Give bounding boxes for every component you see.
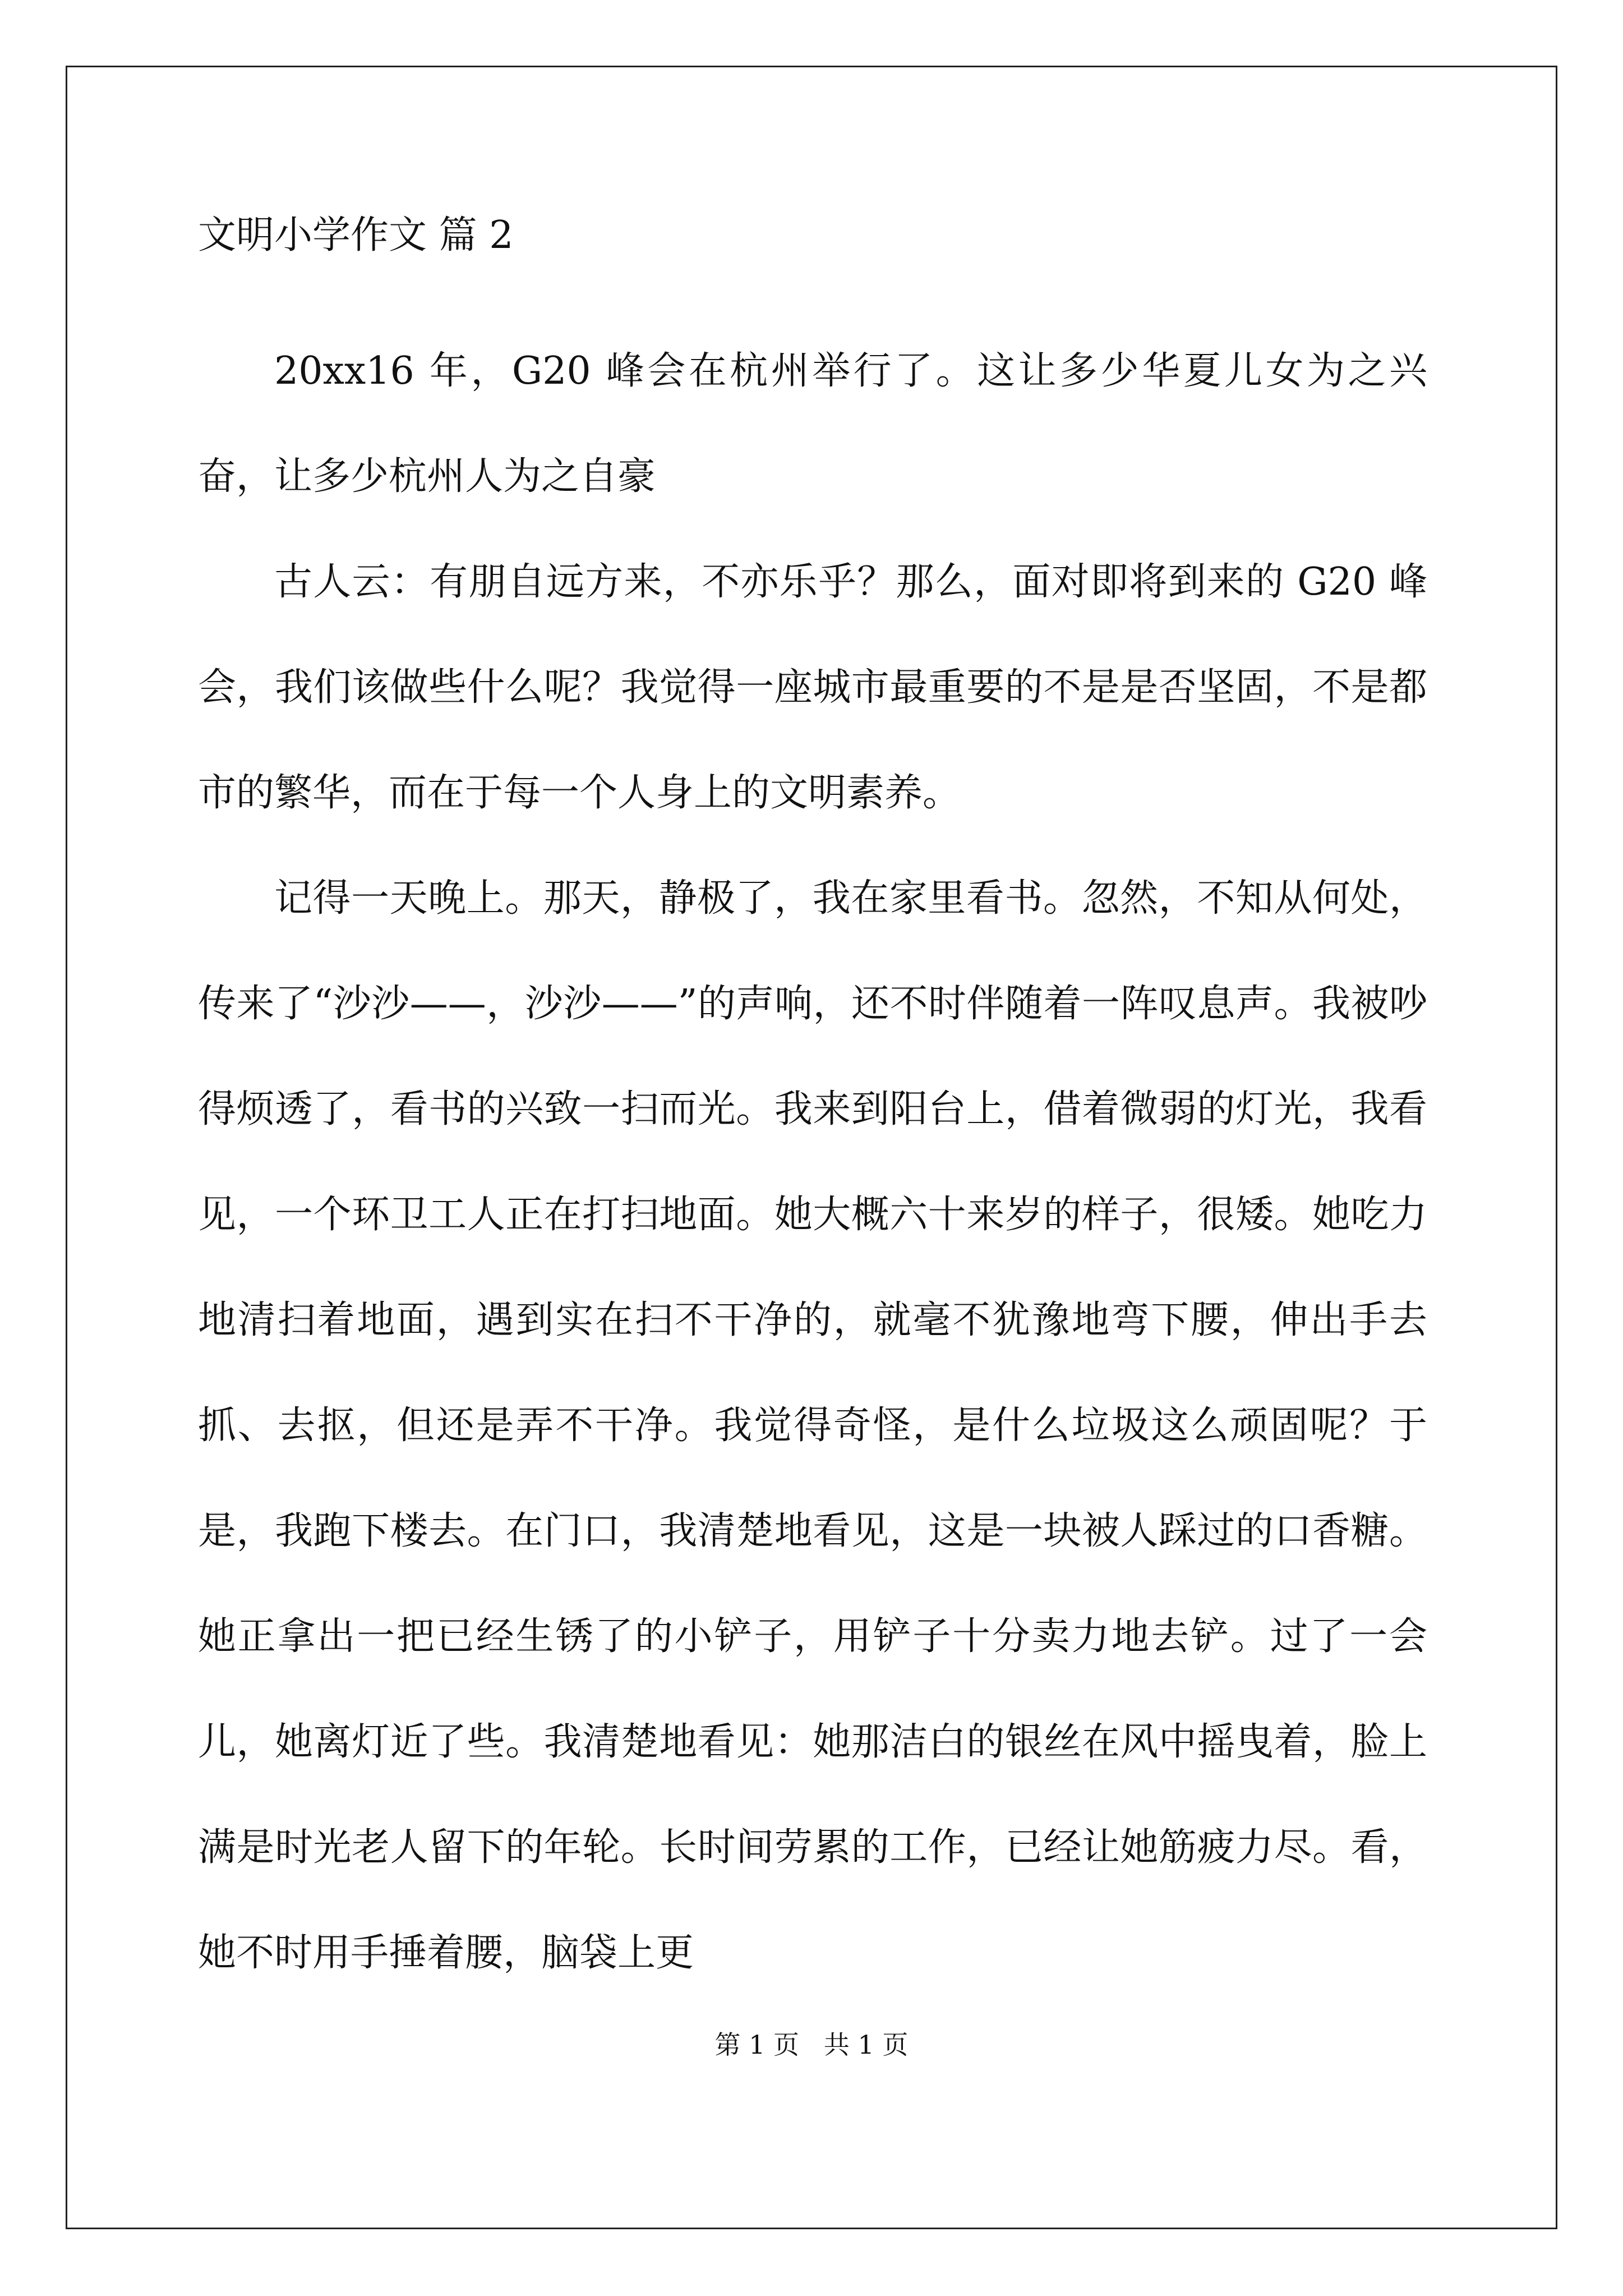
page-number-footer: 第 1 页 共 1 页 <box>714 2030 909 2060</box>
paragraph-2: 古人云：有朋自远方来，不亦乐乎？那么，面对即将到来的 G20 峰会，我们该做些什么呢？我觉得一座城市最重要的不是是否坚固，不是都市的繁华，而在于每一个人身上的文明素养。 <box>198 560 1427 815</box>
document-title: 文明小学作文 篇 2 <box>198 213 514 257</box>
paragraph-3: 记得一天晚上。那天，静极了，我在家里看书。忽然，不知从何处，传来了“沙沙——，沙沙——”的声响，还不时伴随着一阵叹息声。我被吵得烦透了，看书的兴致一扫而光。我来到阳台上，借着微弱的灯光，我看见，一个环卫工人正在打扫地面。她大概六十来岁的样子，很矮。她吃力地清扫着地面，遇到实在扫不干净的，就毫不犹豫地弯下腰，伸出手去抓、去抠，但还是弄不干净。我觉得奇怪，是什么垃圾这么顽固呢？于是，我跑下楼去。在门口，我清楚地看见，这是一块被人踩过的口香糖。她正拿出一把已经生锈了的小铲子，用铲子十分卖力地去铲。过了一会儿，她离灯近了些。我清楚地看见：她那洁白的银丝在风中摇曳着，脸上满是时光老人留下的年轮。长时间劳累的工作，已经让她筋疲力尽。看，她不时用手捶着腰，脑袋上更 <box>198 876 1427 1975</box>
paragraph-1: 20xx16 年，G20 峰会在杭州举行了。这让多少华夏儿女为之兴奋，让多少杭州人为之自豪 <box>198 349 1427 499</box>
document-body <box>198 213 1427 2006</box>
